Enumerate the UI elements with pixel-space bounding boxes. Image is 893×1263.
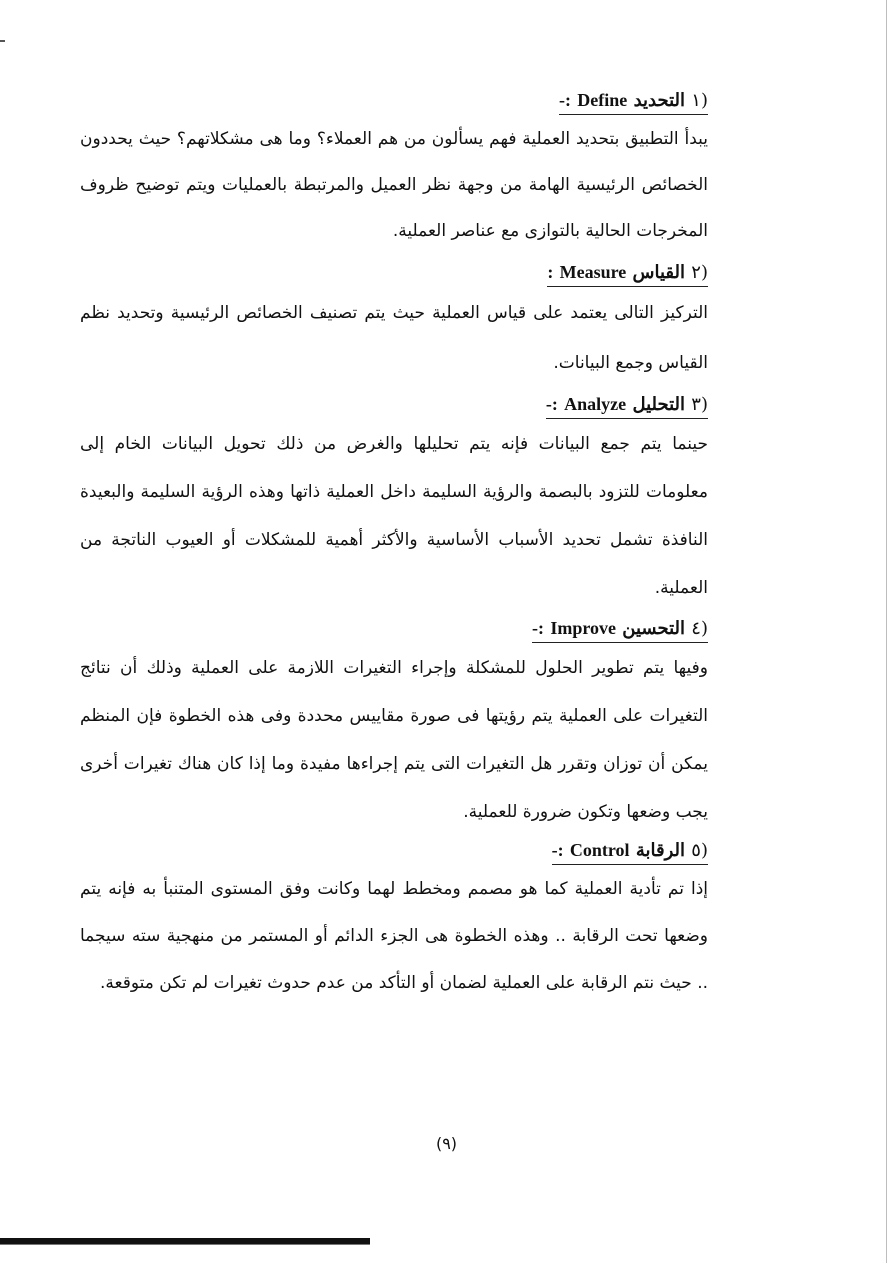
- section-body: وفيها يتم تطوير الحلول للمشكلة وإجراء التغيرات اللازمة على العملية وذلك أن نتائج التغيرات على العملية يتم رؤيتها فى صورة مقاييس محددة وفى هذه الخطوة فإن المنظم يمكن أن توزان وتقرر هل التغيرات التى يتم إجراءها مفيدة وما إذا كان هناك تغيرات أخرى يجب وضعها وتكون ضرورة للعملية.: [80, 658, 708, 822]
- section-define: [80, 86, 708, 254]
- section-measure: [80, 258, 708, 388]
- section-body: إذا تم تأدية العملية كما هو مصمم ومخطط لهما وكانت وفق المستوى المتنبأ به فإنه يتم وضعها تحت الرقابة .. وهذه الخطوة هى الجزء الدائم أو المستمر من منهجية سته سيجما .. حيث نتم الرقابة على العملية لضمان أو التأكد من عدم حدوث تغيرات لم تكن متوقعة.: [80, 879, 708, 993]
- section-title-arabic: التحسين: [622, 618, 686, 639]
- scan-mark: [0, 40, 5, 42]
- section-title-english: Analyze: [564, 394, 627, 414]
- section-analyze: [80, 390, 708, 612]
- scan-bottom-line: [0, 1244, 370, 1245]
- section-number: (٤: [691, 618, 708, 639]
- section-suffix: :-: [545, 394, 558, 414]
- section-improve: [80, 614, 708, 836]
- scan-edge-line: [886, 0, 887, 1263]
- document-body: [80, 86, 708, 1007]
- section-control: [80, 836, 708, 1007]
- section-title-arabic: التحديد: [633, 90, 686, 111]
- section-suffix: :-: [559, 90, 572, 110]
- section-heading: [80, 390, 708, 420]
- section-heading: [80, 614, 708, 644]
- section-body: التركيز التالى يعتمد على قياس العملية حيث يتم تصنيف الخصائص الرئيسية وتحديد نظم القياس وجمع البيانات.: [80, 303, 708, 373]
- section-number: (١: [691, 90, 708, 111]
- section-heading: [80, 258, 708, 288]
- section-heading: [80, 836, 708, 866]
- section-title-english: Control: [569, 840, 630, 860]
- section-body: حينما يتم جمع البيانات فإنه يتم تحليلها والغرض من ذلك تحويل البيانات الخام إلى معلومات للتزود بالبصمة والرؤية السليمة داخل العملية ذاتها وهذه الرؤية السليمة والبعيدة النافذة تشمل تحديد الأسباب الأساسية والأكثر أهمية للمشكلات أو العيوب الناتجة من العملية.: [80, 434, 708, 598]
- section-title-english: Define: [577, 90, 628, 110]
- section-title-english: Measure: [559, 262, 627, 282]
- section-number: (٥: [691, 840, 708, 861]
- section-title-arabic: التحليل: [632, 394, 686, 415]
- section-suffix: :-: [532, 618, 545, 638]
- section-title-arabic: القياس: [632, 262, 686, 283]
- page-number: (٩): [435, 1134, 458, 1153]
- section-heading: [80, 86, 708, 116]
- section-number: (٣: [691, 394, 708, 415]
- section-body: يبدأ التطبيق بتحديد العملية فهم يسألون من هم العملاء؟ وما هى مشكلاتهم؟ حيث يحددون الخصائص الرئيسية الهامة من وجهة نظر العميل والمرتبطة بالعمليات ويتم توضيح ظروف المخرجات الحالية بالتوازى مع عناصر العملية.: [80, 129, 708, 241]
- section-title-english: Improve: [550, 618, 616, 638]
- section-suffix: :-: [551, 840, 564, 860]
- section-title-arabic: الرقابة: [635, 840, 686, 861]
- section-number: (٢: [691, 262, 708, 283]
- section-suffix: :: [547, 262, 554, 282]
